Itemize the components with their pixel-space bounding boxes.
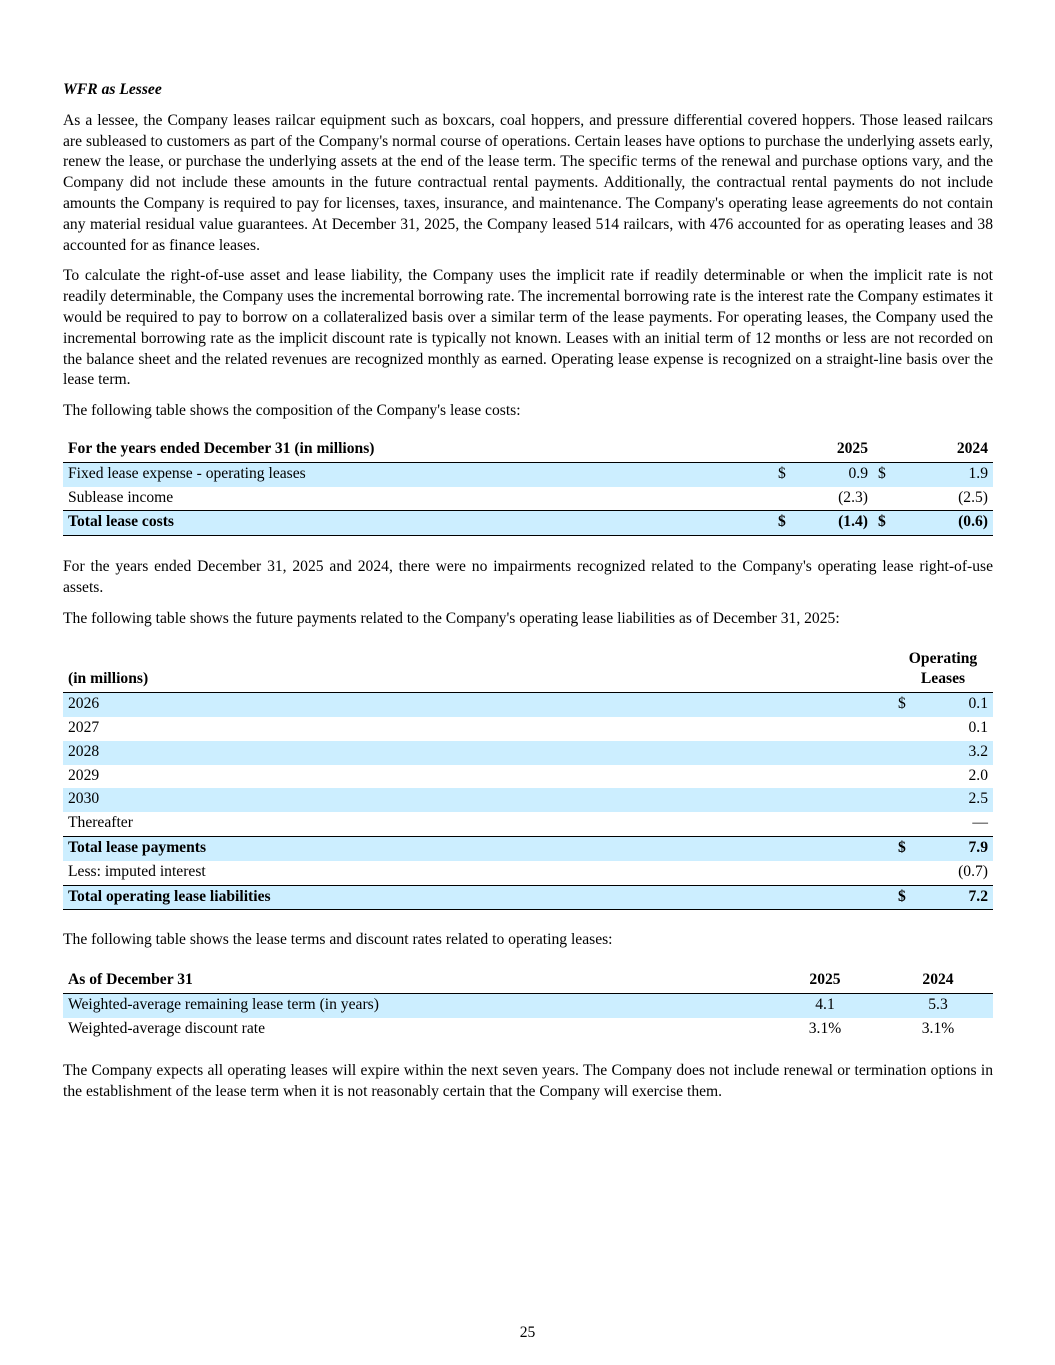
table-header-row xyxy=(63,438,993,462)
value-2024: 3.1% xyxy=(921,1019,955,1037)
currency-symbol: $ xyxy=(893,836,913,860)
currency-symbol: $ xyxy=(893,885,913,910)
header-year-2024: 2024 xyxy=(883,969,993,993)
table-row xyxy=(63,462,993,486)
currency-symbol xyxy=(893,765,913,789)
page-number: 25 xyxy=(519,1324,536,1341)
paragraph-impairments: For the years ended December 31, 2025 and 2024, there were no impairments recognized related to the Company's operating lease right-of-use assets. xyxy=(63,558,993,596)
currency-symbol xyxy=(893,741,913,765)
table-total-row xyxy=(63,511,993,536)
row-label: Weighted-average discount rate xyxy=(68,1019,266,1037)
header-operating-leases xyxy=(893,648,993,693)
value-2024: 1.9 xyxy=(893,462,993,486)
currency-symbol xyxy=(893,861,913,885)
value: 0.1 xyxy=(913,693,993,717)
value-2025: (1.4) xyxy=(793,511,873,536)
table-row xyxy=(63,1018,993,1042)
row-label: Weighted-average remaining lease term (in years) xyxy=(63,993,767,1017)
value: 7.2 xyxy=(913,885,993,910)
header-year-2025: 2025 xyxy=(793,438,873,462)
value: 2.5 xyxy=(913,788,993,812)
row-label: 2026 xyxy=(63,693,893,717)
paragraph-lease-expiry: The Company expects all operating leases will expire within the next seven years. The Company does not include renewal or termination options in the establishment of the lease term when it is not reasonably certain that the Company will exercise them. xyxy=(63,1062,993,1101)
header-year-2024: 2024 xyxy=(893,438,993,462)
value: 0.1 xyxy=(968,718,988,736)
value: 3.2 xyxy=(913,741,993,765)
table-row xyxy=(63,693,993,717)
table-row xyxy=(63,993,993,1017)
value-2025: 3.1% xyxy=(808,1019,842,1037)
value: — xyxy=(913,812,993,836)
future-payments-table xyxy=(63,648,993,911)
currency-symbol: $ xyxy=(893,693,913,717)
lease-costs-table xyxy=(63,438,993,536)
table-row xyxy=(63,741,993,765)
header-label: For the years ended December 31 (in millions) xyxy=(63,438,773,462)
header-label: As of December 31 xyxy=(63,969,767,993)
currency-symbol xyxy=(773,487,793,511)
value-2025: (2.3) xyxy=(793,487,873,511)
currency-symbol: $ xyxy=(773,462,793,486)
value: 7.9 xyxy=(913,836,993,860)
page-content xyxy=(63,80,993,1113)
paragraph-future-payments-intro: The following table shows the future payments related to the Company's operating lease liabilities as of December 31, 2025: xyxy=(63,609,840,627)
row-label: Thereafter xyxy=(63,812,893,836)
table-row xyxy=(63,788,993,812)
row-label: Less: imputed interest xyxy=(63,861,893,885)
table-row xyxy=(63,861,993,885)
currency-symbol: $ xyxy=(873,511,893,536)
table-total-row xyxy=(63,836,993,860)
row-label: Fixed lease expense - operating leases xyxy=(63,462,773,486)
section-heading: WFR as Lessee xyxy=(63,81,162,98)
row-label: 2029 xyxy=(68,766,100,784)
currency-symbol xyxy=(873,487,893,511)
currency-symbol: $ xyxy=(773,511,793,536)
header-line-1: Operating xyxy=(908,649,978,667)
table-header-row xyxy=(63,648,993,693)
row-label: Total lease payments xyxy=(63,836,893,860)
value-2024: (2.5) xyxy=(893,487,993,511)
value-2025: 4.1 xyxy=(767,993,883,1017)
table-row xyxy=(63,717,993,741)
lease-terms-table xyxy=(63,969,993,1041)
currency-symbol xyxy=(893,717,913,741)
row-label: 2030 xyxy=(63,788,893,812)
currency-symbol: $ xyxy=(873,462,893,486)
value: (0.7) xyxy=(913,861,993,885)
header-label: (in millions) xyxy=(63,648,893,693)
paragraph-lessee-overview: As a lessee, the Company leases railcar equipment such as boxcars, coal hoppers, and pressure differential covered hoppers. Those leased railcars are subleased to customers as part of the Company's normal course of operations. Certain leases have options to purchase the underlying assets early, renew the lease, or purchase the underlying assets at the end of the lease term. The specific terms of the renewal and purchase options vary, and the Company did not include these amounts in the future contractual rental payments. Additionally, the contractual rental payments do not include amounts the Company is required to pay for licenses, taxes, insurance, and maintenance. The Company's operating lease agreements do not contain any material residual value guarantees. At December 31, 2025, the Company leased 514 railcars, with 476 accounted for as operating leases and 38 accounted for as finance leases. xyxy=(63,111,993,254)
table-row xyxy=(63,487,993,511)
header-year-2025: 2025 xyxy=(767,969,883,993)
table-row xyxy=(63,765,993,789)
value-2024: 5.3 xyxy=(883,993,993,1017)
row-label: 2027 xyxy=(68,718,100,736)
header-line-2: Leases xyxy=(920,670,966,688)
table-row xyxy=(63,812,993,836)
row-label: Total lease costs xyxy=(63,511,773,536)
row-label: 2028 xyxy=(63,741,893,765)
paragraph-lease-costs-intro: The following table shows the composition of the Company's lease costs: xyxy=(63,402,521,420)
paragraph-lease-terms-intro: The following table shows the lease terms and discount rates related to operating leases: xyxy=(63,931,613,949)
table-header-row xyxy=(63,969,993,993)
row-label: Total operating lease liabilities xyxy=(63,885,893,910)
currency-symbol xyxy=(893,788,913,812)
currency-symbol xyxy=(893,812,913,836)
row-label: Sublease income xyxy=(63,487,773,511)
value-2024: (0.6) xyxy=(893,511,993,536)
value: 2.0 xyxy=(968,766,988,784)
paragraph-discount-rate: To calculate the right-of-use asset and lease liability, the Company uses the implicit rate if readily determinable or when the implicit rate is not readily determinable, the Company uses the incremental borrowing rate. The incremental borrowing rate is the interest rate the Company estimates it would be required to pay to borrow on a collateralized basis over a similar term of the lease payments. For operating leases, the Company used the incremental borrowing rate as the implicit discount rate is typically not known. Leases with an initial term of 12 months or less are not recorded on the balance sheet and the related revenues are recognized monthly as earned. Operating lease expense is recognized on a straight-line basis over the lease term. xyxy=(63,267,993,389)
table-total-row xyxy=(63,885,993,910)
value-2025: 0.9 xyxy=(793,462,873,486)
